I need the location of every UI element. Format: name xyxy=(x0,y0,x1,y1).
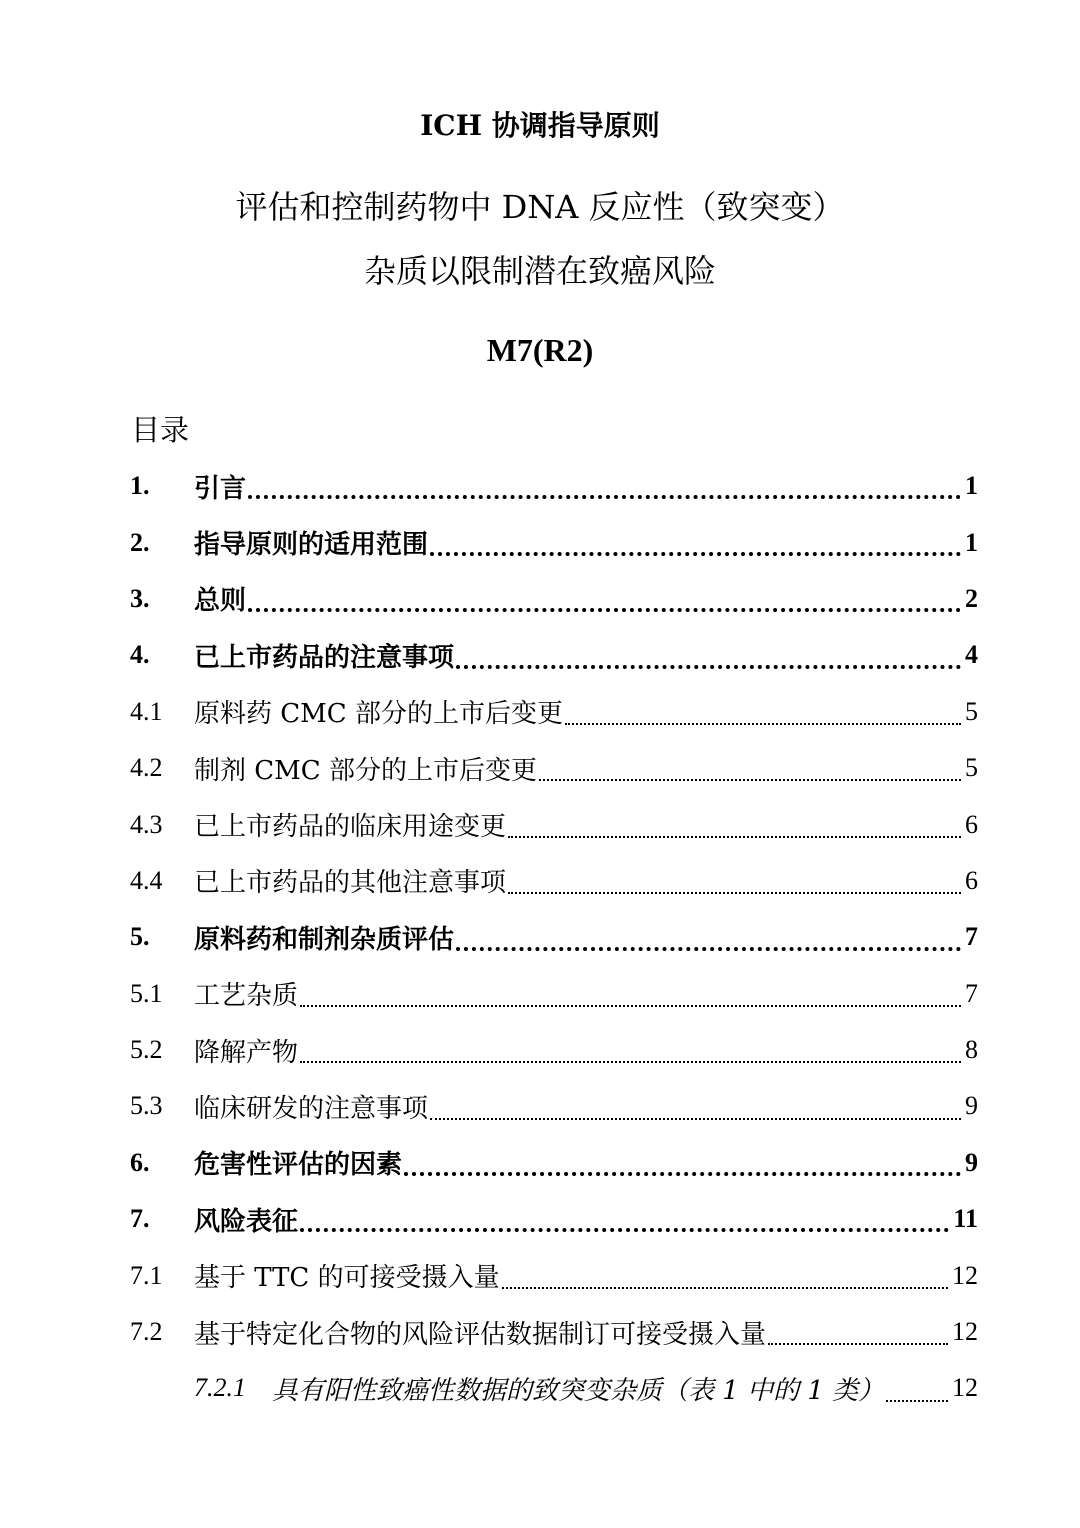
toc-leader-dots xyxy=(456,947,961,951)
toc-entry[interactable] xyxy=(130,909,978,965)
toc-entry-title: 总则 xyxy=(194,586,247,617)
toc-leader-dots xyxy=(404,1172,961,1176)
toc-entry-title: 临床研发的注意事项 xyxy=(194,1093,429,1124)
document-header: ICH 协调指导原则 xyxy=(420,109,660,142)
toc-leader-dots xyxy=(768,1343,948,1345)
toc-entry[interactable] xyxy=(130,1360,978,1416)
toc-entry-page: 9 xyxy=(965,1091,978,1121)
toc-entry-title: 危害性评估的因素 xyxy=(194,1150,403,1181)
toc-entry-title: 工艺杂质 xyxy=(194,981,299,1012)
document-title-line1: 评估和控制药物中 DNA 反应性（致突变） xyxy=(235,188,845,226)
toc-leader-dots xyxy=(508,892,961,894)
toc-entry[interactable] xyxy=(130,853,978,909)
toc-entry-title: 风险表征 xyxy=(194,1206,299,1237)
toc-leader-dots xyxy=(300,1061,961,1063)
toc-entry-page: 11 xyxy=(953,1204,978,1234)
toc-entry-title: 制剂 CMC 部分的上市后变更 xyxy=(194,755,537,786)
toc-entry[interactable] xyxy=(130,966,978,1022)
toc-entry-number: 4.2 xyxy=(130,753,163,783)
toc-entry-number: 5. xyxy=(130,922,150,952)
toc-entry-number: 4. xyxy=(130,640,150,670)
toc-entry-title: 具有阳性致癌性数据的致突变杂质（表 1 中的 1 类） xyxy=(272,1375,885,1406)
toc-leader-dots xyxy=(886,1400,948,1402)
toc-entry-page: 12 xyxy=(952,1260,978,1290)
toc-entry-title: 降解产物 xyxy=(194,1037,299,1068)
document-code: M7(R2) xyxy=(486,332,594,368)
toc-entry-number: 2. xyxy=(130,527,150,557)
toc-leader-dots xyxy=(430,1118,961,1120)
toc-entry-number: 7.2.1 xyxy=(194,1373,246,1403)
table-of-contents xyxy=(130,458,978,1417)
toc-leader-dots xyxy=(248,608,961,612)
toc-entry[interactable] xyxy=(130,514,978,570)
toc-entry[interactable] xyxy=(130,740,978,796)
toc-entry-title: 原料药和制剂杂质评估 xyxy=(194,924,455,955)
toc-entry[interactable] xyxy=(130,627,978,683)
toc-entry-number: 5.1 xyxy=(130,978,163,1008)
toc-entry-title: 已上市药品的注意事项 xyxy=(194,642,455,673)
toc-entry-page: 5 xyxy=(965,696,978,726)
toc-entry[interactable] xyxy=(130,571,978,627)
toc-entry-number: 3. xyxy=(130,583,150,613)
toc-entry-page: 5 xyxy=(965,753,978,783)
toc-label: 目录 xyxy=(131,413,190,447)
toc-entry-number: 7.2 xyxy=(130,1317,163,1347)
toc-leader-dots xyxy=(508,836,961,838)
toc-entry[interactable] xyxy=(130,1022,978,1078)
toc-entry-number: 6. xyxy=(130,1147,150,1177)
toc-entry-number: 4.4 xyxy=(130,865,163,895)
toc-entry-number: 5.2 xyxy=(130,1035,163,1065)
toc-leader-dots xyxy=(430,552,961,556)
toc-entry-title: 指导原则的适用范围 xyxy=(194,530,429,561)
toc-leader-dots xyxy=(539,779,961,781)
toc-entry-title: 引言 xyxy=(194,473,247,504)
toc-entry-page: 12 xyxy=(952,1317,978,1347)
toc-entry[interactable] xyxy=(130,458,978,514)
toc-entry[interactable] xyxy=(130,1135,978,1191)
toc-leader-dots xyxy=(248,495,961,499)
toc-leader-dots xyxy=(300,1228,949,1232)
toc-leader-dots xyxy=(565,723,961,725)
toc-entry-page: 2 xyxy=(965,583,978,613)
toc-entry-page: 1 xyxy=(965,527,978,557)
toc-entry-page: 1 xyxy=(965,471,978,501)
toc-entry-page: 7 xyxy=(965,978,978,1008)
toc-entry-number: 4.1 xyxy=(130,696,163,726)
toc-leader-dots xyxy=(456,665,961,669)
toc-entry-page: 9 xyxy=(965,1147,978,1177)
toc-entry-title: 已上市药品的其他注意事项 xyxy=(194,868,507,899)
toc-entry-title: 基于特定化合物的风险评估数据制订可接受摄入量 xyxy=(194,1319,767,1350)
toc-entry[interactable] xyxy=(130,1078,978,1134)
toc-entry-title: 原料药 CMC 部分的上市后变更 xyxy=(194,699,563,730)
toc-leader-dots xyxy=(502,1287,948,1289)
toc-entry-page: 7 xyxy=(965,922,978,952)
toc-entry-number: 4.3 xyxy=(130,809,163,839)
toc-entry-page: 8 xyxy=(965,1035,978,1065)
toc-entry-number: 7. xyxy=(130,1204,150,1234)
document-title-line2: 杂质以限制潜在致癌风险 xyxy=(363,252,716,290)
toc-entry[interactable] xyxy=(130,796,978,852)
toc-entry-page: 4 xyxy=(965,640,978,670)
toc-entry-page: 6 xyxy=(965,809,978,839)
toc-entry-number: 1. xyxy=(130,471,150,501)
toc-leader-dots xyxy=(300,1005,961,1007)
toc-entry-page: 6 xyxy=(965,865,978,895)
toc-entry-title: 基于 TTC 的可接受摄入量 xyxy=(194,1263,500,1294)
toc-entry[interactable] xyxy=(130,1191,978,1247)
toc-entry-number: 5.3 xyxy=(130,1091,163,1121)
toc-entry[interactable] xyxy=(130,684,978,740)
toc-entry-page: 12 xyxy=(952,1373,978,1403)
toc-entry-number: 7.1 xyxy=(130,1260,163,1290)
toc-entry[interactable] xyxy=(130,1247,978,1303)
toc-entry-title: 已上市药品的临床用途变更 xyxy=(194,812,507,843)
toc-entry[interactable] xyxy=(130,1304,978,1360)
